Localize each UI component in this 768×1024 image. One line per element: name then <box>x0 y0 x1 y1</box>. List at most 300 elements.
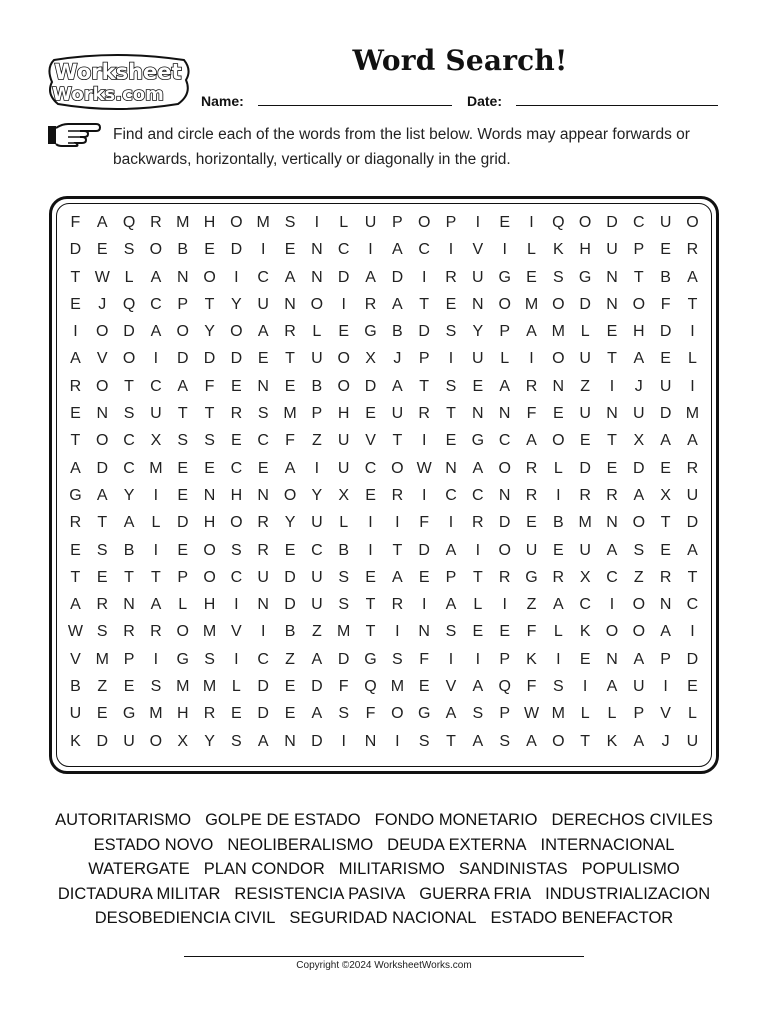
grid-letter[interactable]: T <box>204 295 215 313</box>
grid-letter[interactable]: H <box>203 596 216 614</box>
grid-letter[interactable]: I <box>314 214 320 231</box>
grid-letter[interactable]: M <box>149 459 163 477</box>
grid-letter[interactable]: T <box>472 568 483 586</box>
grid-letter[interactable]: A <box>365 268 376 286</box>
grid-letter[interactable]: S <box>499 732 510 750</box>
grid-letter[interactable]: Z <box>633 568 644 586</box>
grid-letter[interactable]: O <box>96 377 109 395</box>
grid-letter[interactable]: A <box>633 486 645 504</box>
grid-letter[interactable]: W <box>94 268 110 286</box>
grid-letter[interactable]: K <box>579 623 591 641</box>
grid-letter[interactable]: N <box>311 241 323 259</box>
grid-letter[interactable]: B <box>660 268 671 286</box>
grid-letter[interactable]: O <box>96 432 109 450</box>
grid-letter[interactable]: U <box>579 350 591 368</box>
grid-letter[interactable]: V <box>660 705 671 723</box>
grid-letter[interactable]: I <box>529 214 534 231</box>
grid-letter[interactable]: R <box>472 514 484 532</box>
grid-letter[interactable]: R <box>123 623 135 641</box>
grid-letter[interactable]: C <box>686 596 699 614</box>
grid-letter[interactable]: E <box>579 650 591 668</box>
grid-letter[interactable]: R <box>445 268 457 286</box>
grid-letter[interactable]: E <box>70 295 81 313</box>
grid-letter[interactable]: O <box>176 623 189 641</box>
grid-letter[interactable]: N <box>472 405 484 423</box>
grid-letter[interactable]: I <box>368 541 373 559</box>
grid-letter[interactable]: F <box>526 623 537 641</box>
grid-letter[interactable]: S <box>231 541 242 559</box>
grid-letter[interactable]: E <box>231 432 242 450</box>
grid-letter[interactable]: E <box>70 405 81 423</box>
grid-letter[interactable]: I <box>395 514 400 532</box>
grid-letter[interactable]: I <box>690 377 695 395</box>
grid-letter[interactable]: L <box>151 514 161 532</box>
grid-letter[interactable]: F <box>419 650 430 668</box>
grid-letter[interactable]: T <box>151 568 161 586</box>
grid-letter[interactable]: L <box>312 323 322 341</box>
grid-letter[interactable]: O <box>149 241 163 259</box>
grid-letter[interactable]: V <box>445 678 457 696</box>
grid-letter[interactable]: Y <box>204 732 215 750</box>
grid-letter[interactable]: Y <box>311 486 323 504</box>
grid-letter[interactable]: U <box>686 732 699 750</box>
grid-letter[interactable]: M <box>578 514 592 532</box>
grid-letter[interactable]: R <box>230 405 243 423</box>
grid-letter[interactable]: Y <box>284 514 296 532</box>
grid-letter[interactable]: U <box>364 214 377 231</box>
grid-letter[interactable]: U <box>391 405 404 423</box>
grid-letter[interactable]: A <box>526 732 537 750</box>
grid-letter[interactable]: R <box>606 486 618 504</box>
grid-letter[interactable]: D <box>311 732 323 750</box>
grid-letter[interactable]: T <box>177 405 188 423</box>
grid-letter[interactable]: A <box>150 268 162 286</box>
grid-letter[interactable]: O <box>632 295 646 313</box>
grid-letter[interactable]: J <box>393 350 402 368</box>
grid-letter[interactable]: P <box>499 650 510 668</box>
grid-letter[interactable]: M <box>202 678 217 696</box>
grid-letter[interactable]: T <box>419 377 430 395</box>
grid-letter[interactable]: E <box>96 568 108 586</box>
grid-letter[interactable]: D <box>284 568 296 586</box>
grid-letter[interactable]: R <box>391 596 404 614</box>
grid-letter[interactable]: D <box>418 541 430 559</box>
grid-letter[interactable]: W <box>67 623 83 641</box>
grid-letter[interactable]: D <box>337 268 350 286</box>
grid-letter[interactable]: B <box>284 623 296 641</box>
grid-letter[interactable]: T <box>70 568 81 586</box>
grid-letter[interactable]: H <box>176 705 189 723</box>
grid-letter[interactable]: C <box>150 377 162 395</box>
grid-letter[interactable]: V <box>472 241 484 259</box>
grid-letter[interactable]: D <box>203 350 216 368</box>
grid-letter[interactable]: N <box>552 377 565 395</box>
grid-letter[interactable]: F <box>419 514 430 532</box>
grid-letter[interactable]: R <box>69 377 82 395</box>
grid-letter[interactable]: I <box>368 241 373 259</box>
grid-letter[interactable]: G <box>122 705 136 723</box>
grid-letter[interactable]: U <box>311 568 323 586</box>
grid-letter[interactable]: E <box>660 241 671 259</box>
grid-letter[interactable]: I <box>421 486 427 504</box>
grid-letter[interactable]: P <box>418 350 430 368</box>
grid-letter[interactable]: Y <box>204 323 215 341</box>
grid-letter[interactable]: I <box>153 350 159 368</box>
grid-letter[interactable]: E <box>257 459 269 477</box>
grid-letter[interactable]: D <box>176 514 189 532</box>
grid-letter[interactable]: V <box>70 650 81 668</box>
grid-letter[interactable]: Q <box>122 214 136 231</box>
grid-letter[interactable]: A <box>284 459 296 477</box>
grid-letter[interactable]: R <box>579 486 591 504</box>
grid-letter[interactable]: M <box>95 650 109 668</box>
grid-letter[interactable]: A <box>633 350 645 368</box>
grid-letter[interactable]: U <box>311 596 323 614</box>
grid-letter[interactable]: Y <box>123 486 135 504</box>
grid-letter[interactable]: V <box>96 350 108 368</box>
grid-letter[interactable]: Z <box>526 596 537 614</box>
grid-letter[interactable]: O <box>176 323 189 341</box>
grid-letter[interactable]: J <box>634 377 643 395</box>
grid-letter[interactable]: E <box>284 541 296 559</box>
grid-letter[interactable]: X <box>579 568 591 586</box>
grid-letter[interactable]: G <box>69 486 82 504</box>
grid-letter[interactable]: E <box>70 541 81 559</box>
grid-letter[interactable]: E <box>365 568 376 586</box>
grid-letter[interactable]: O <box>632 596 646 614</box>
grid-letter[interactable]: O <box>203 568 216 586</box>
grid-letter[interactable]: E <box>526 514 537 532</box>
grid-letter[interactable]: P <box>660 650 671 668</box>
grid-letter[interactable]: U <box>633 678 645 696</box>
grid-letter[interactable]: A <box>177 377 189 395</box>
grid-letter[interactable]: E <box>552 405 564 423</box>
grid-letter[interactable]: E <box>687 678 698 696</box>
grid-letter[interactable]: A <box>552 596 564 614</box>
grid-letter[interactable]: T <box>607 350 617 368</box>
grid-letter[interactable]: R <box>686 241 699 259</box>
grid-letter[interactable]: U <box>311 350 323 368</box>
grid-letter[interactable]: U <box>633 405 645 423</box>
grid-letter[interactable]: C <box>230 568 243 586</box>
grid-letter[interactable]: O <box>283 486 297 504</box>
grid-letter[interactable]: T <box>392 541 403 559</box>
grid-letter[interactable]: E <box>660 350 671 368</box>
grid-letter[interactable]: S <box>418 732 430 750</box>
grid-letter[interactable]: C <box>230 459 243 477</box>
grid-letter[interactable]: D <box>686 514 699 532</box>
grid-letter[interactable]: E <box>365 405 376 423</box>
grid-letter[interactable]: P <box>633 241 645 259</box>
grid-letter[interactable]: X <box>633 432 645 450</box>
grid-letter[interactable]: I <box>395 732 400 750</box>
grid-letter[interactable]: A <box>499 377 510 395</box>
grid-letter[interactable]: O <box>230 514 243 532</box>
grid-letter[interactable]: I <box>73 323 78 341</box>
grid-letter[interactable]: A <box>311 650 323 668</box>
grid-letter[interactable]: A <box>606 678 618 696</box>
grid-letter[interactable]: C <box>123 459 135 477</box>
grid-letter[interactable]: C <box>498 432 511 450</box>
grid-letter[interactable]: S <box>338 596 350 614</box>
grid-letter[interactable]: A <box>633 650 645 668</box>
grid-letter[interactable]: I <box>421 596 427 614</box>
grid-letter[interactable]: D <box>686 650 699 668</box>
grid-letter[interactable]: N <box>284 732 296 750</box>
grid-letter[interactable]: U <box>69 705 82 723</box>
grid-letter[interactable]: N <box>123 596 135 614</box>
grid-letter[interactable]: D <box>606 214 618 231</box>
grid-letter[interactable]: I <box>690 323 695 341</box>
grid-letter[interactable]: I <box>234 650 239 668</box>
grid-letter[interactable]: P <box>499 323 510 341</box>
grid-letter[interactable]: S <box>445 377 457 395</box>
grid-letter[interactable]: E <box>284 377 296 395</box>
grid-letter[interactable]: I <box>234 596 239 614</box>
grid-letter[interactable]: O <box>149 732 163 750</box>
grid-letter[interactable]: S <box>96 623 108 641</box>
grid-letter[interactable]: I <box>260 241 266 259</box>
grid-letter[interactable]: M <box>283 405 297 423</box>
grid-letter[interactable]: U <box>579 405 591 423</box>
grid-letter[interactable]: D <box>418 323 430 341</box>
grid-letter[interactable]: D <box>498 514 511 532</box>
grid-letter[interactable]: I <box>448 650 454 668</box>
grid-letter[interactable]: N <box>418 623 430 641</box>
grid-letter[interactable]: I <box>421 432 427 450</box>
grid-letter[interactable]: U <box>311 514 323 532</box>
grid-letter[interactable]: O <box>203 268 216 286</box>
grid-letter[interactable]: S <box>123 241 135 259</box>
grid-letter[interactable]: N <box>606 650 618 668</box>
grid-letter[interactable]: S <box>338 568 350 586</box>
grid-letter[interactable]: E <box>418 678 430 696</box>
grid-letter[interactable]: A <box>392 295 403 313</box>
grid-letter[interactable]: H <box>337 405 350 423</box>
grid-letter[interactable]: O <box>337 350 350 368</box>
grid-letter[interactable]: R <box>391 486 404 504</box>
grid-letter[interactable]: V <box>231 623 242 641</box>
grid-letter[interactable]: A <box>472 678 484 696</box>
grid-letter[interactable]: L <box>553 459 563 477</box>
grid-letter[interactable]: D <box>230 350 243 368</box>
grid-letter[interactable]: A <box>687 268 698 286</box>
grid-letter[interactable]: L <box>527 241 536 259</box>
grid-letter[interactable]: O <box>417 214 431 231</box>
grid-letter[interactable]: U <box>472 268 484 286</box>
grid-letter[interactable]: F <box>204 377 215 395</box>
grid-letter[interactable]: S <box>257 405 269 423</box>
grid-letter[interactable]: H <box>203 214 216 231</box>
grid-letter[interactable]: A <box>606 541 618 559</box>
grid-letter[interactable]: C <box>257 650 269 668</box>
grid-letter[interactable]: O <box>230 214 243 231</box>
grid-letter[interactable]: E <box>606 323 618 341</box>
grid-letter[interactable]: P <box>499 705 510 723</box>
grid-letter[interactable]: S <box>445 323 457 341</box>
grid-letter[interactable]: E <box>499 623 510 641</box>
grid-letter[interactable]: C <box>606 568 618 586</box>
grid-letter[interactable]: I <box>260 623 266 641</box>
grid-letter[interactable]: D <box>659 323 672 341</box>
grid-letter[interactable]: L <box>124 268 134 286</box>
grid-letter[interactable]: E <box>526 268 537 286</box>
grid-letter[interactable]: L <box>580 323 590 341</box>
grid-letter[interactable]: D <box>257 678 269 696</box>
grid-letter[interactable]: X <box>177 732 189 750</box>
grid-letter[interactable]: L <box>473 596 483 614</box>
grid-letter[interactable]: L <box>607 705 617 723</box>
grid-letter[interactable]: I <box>663 678 668 696</box>
grid-letter[interactable]: T <box>124 568 134 586</box>
grid-letter[interactable]: U <box>686 486 699 504</box>
grid-letter[interactable]: R <box>150 623 162 641</box>
grid-letter[interactable]: E <box>499 214 510 231</box>
grid-letter[interactable]: A <box>150 596 162 614</box>
grid-letter[interactable]: B <box>70 678 81 696</box>
grid-letter[interactable]: D <box>633 459 645 477</box>
grid-letter[interactable]: P <box>392 214 403 231</box>
grid-letter[interactable]: I <box>609 377 615 395</box>
grid-letter[interactable]: D <box>96 732 109 750</box>
grid-letter[interactable]: E <box>204 459 215 477</box>
grid-letter[interactable]: O <box>230 323 243 341</box>
grid-letter[interactable]: N <box>311 268 323 286</box>
grid-letter[interactable]: E <box>284 705 296 723</box>
grid-letter[interactable]: R <box>257 514 269 532</box>
grid-letter[interactable]: U <box>659 377 672 395</box>
grid-letter[interactable]: D <box>96 459 109 477</box>
grid-letter[interactable]: S <box>231 732 242 750</box>
grid-letter[interactable]: U <box>257 295 269 313</box>
grid-letter[interactable]: E <box>96 241 108 259</box>
grid-letter[interactable]: N <box>257 377 269 395</box>
grid-letter[interactable]: F <box>526 405 537 423</box>
grid-letter[interactable]: S <box>633 541 645 559</box>
grid-letter[interactable]: C <box>257 268 269 286</box>
grid-letter[interactable]: J <box>98 295 107 313</box>
grid-letter[interactable]: C <box>364 459 377 477</box>
grid-letter[interactable]: S <box>204 650 215 668</box>
grid-letter[interactable]: W <box>416 459 432 477</box>
grid-letter[interactable]: E <box>231 705 242 723</box>
grid-letter[interactable]: A <box>445 596 457 614</box>
grid-letter[interactable]: I <box>475 650 481 668</box>
grid-letter[interactable]: T <box>285 350 295 368</box>
grid-letter[interactable]: C <box>123 432 135 450</box>
grid-letter[interactable]: F <box>526 678 537 696</box>
grid-letter[interactable]: I <box>448 350 454 368</box>
grid-letter[interactable]: I <box>314 459 320 477</box>
grid-letter[interactable]: D <box>257 705 269 723</box>
grid-letter[interactable]: I <box>234 268 239 286</box>
grid-letter[interactable]: T <box>124 377 134 395</box>
grid-letter[interactable]: J <box>661 732 670 750</box>
name-line[interactable] <box>258 105 452 106</box>
grid-letter[interactable]: R <box>659 568 672 586</box>
grid-letter[interactable]: H <box>633 323 645 341</box>
grid-letter[interactable]: O <box>632 623 646 641</box>
grid-letter[interactable]: T <box>607 432 617 450</box>
grid-letter[interactable]: A <box>526 432 537 450</box>
grid-letter[interactable]: E <box>338 323 350 341</box>
grid-letter[interactable]: K <box>606 732 618 750</box>
grid-letter[interactable]: Q <box>122 295 136 313</box>
grid-letter[interactable]: S <box>552 268 564 286</box>
grid-letter[interactable]: O <box>96 323 109 341</box>
grid-letter[interactable]: L <box>231 678 241 696</box>
grid-letter[interactable]: A <box>526 323 537 341</box>
grid-letter[interactable]: I <box>502 241 507 259</box>
grid-letter[interactable]: S <box>284 214 296 231</box>
grid-letter[interactable]: B <box>338 541 350 559</box>
grid-letter[interactable]: B <box>552 514 564 532</box>
grid-letter[interactable]: A <box>687 432 698 450</box>
grid-letter[interactable]: E <box>660 541 671 559</box>
grid-letter[interactable]: A <box>633 732 645 750</box>
grid-letter[interactable]: H <box>579 241 591 259</box>
grid-letter[interactable]: O <box>552 295 565 313</box>
grid-letter[interactable]: I <box>448 514 454 532</box>
grid-letter[interactable]: A <box>660 623 671 641</box>
grid-letter[interactable]: Z <box>285 650 295 668</box>
grid-letter[interactable]: E <box>365 486 376 504</box>
grid-letter[interactable]: T <box>365 623 376 641</box>
grid-letter[interactable]: I <box>153 541 159 559</box>
grid-letter[interactable]: R <box>150 214 162 231</box>
grid-letter[interactable]: A <box>687 541 698 559</box>
grid-letter[interactable]: A <box>96 214 108 231</box>
grid-letter[interactable]: I <box>556 650 561 668</box>
grid-letter[interactable]: B <box>123 541 135 559</box>
grid-letter[interactable]: N <box>498 486 511 504</box>
grid-letter[interactable]: N <box>606 295 618 313</box>
grid-letter[interactable]: A <box>445 705 457 723</box>
grid-letter[interactable]: N <box>257 596 269 614</box>
grid-letter[interactable]: O <box>498 541 511 559</box>
grid-letter[interactable]: E <box>445 432 457 450</box>
grid-letter[interactable]: I <box>475 214 481 231</box>
grid-letter[interactable]: E <box>231 377 242 395</box>
grid-letter[interactable]: D <box>123 323 135 341</box>
grid-letter[interactable]: R <box>525 486 538 504</box>
grid-letter[interactable]: V <box>365 432 376 450</box>
grid-letter[interactable]: I <box>341 732 346 750</box>
grid-letter[interactable]: M <box>551 323 565 341</box>
grid-letter[interactable]: I <box>448 241 454 259</box>
grid-letter[interactable]: S <box>123 405 135 423</box>
grid-letter[interactable]: C <box>633 214 645 231</box>
grid-letter[interactable]: I <box>395 623 400 641</box>
grid-letter[interactable]: H <box>230 486 243 504</box>
grid-letter[interactable]: I <box>368 514 373 532</box>
grid-letter[interactable]: U <box>659 214 672 231</box>
grid-letter[interactable]: R <box>552 568 565 586</box>
grid-letter[interactable]: Q <box>364 678 377 696</box>
grid-letter[interactable]: E <box>284 678 296 696</box>
grid-letter[interactable]: A <box>123 514 135 532</box>
grid-letter[interactable]: A <box>311 705 323 723</box>
grid-letter[interactable]: K <box>526 650 537 668</box>
grid-letter[interactable]: O <box>310 295 324 313</box>
grid-letter[interactable]: N <box>606 268 618 286</box>
grid-letter[interactable]: T <box>580 732 591 750</box>
grid-letter[interactable]: R <box>525 459 538 477</box>
grid-letter[interactable]: D <box>364 377 377 395</box>
grid-letter[interactable]: R <box>418 405 430 423</box>
grid-letter[interactable]: N <box>257 486 269 504</box>
grid-letter[interactable]: A <box>70 350 81 368</box>
